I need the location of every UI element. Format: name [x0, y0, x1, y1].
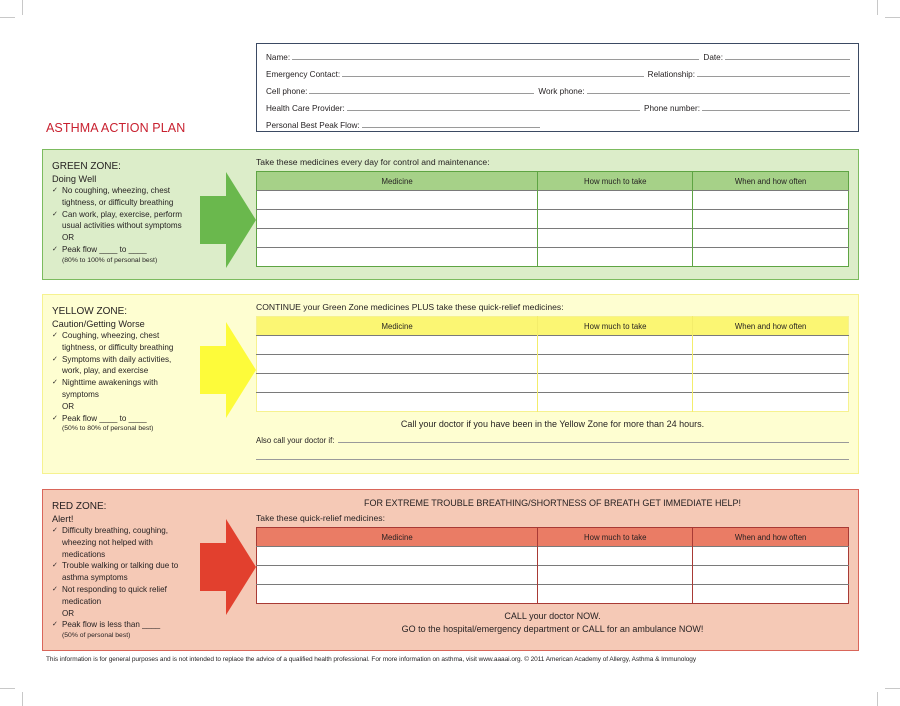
check-icon: ✓ [52, 355, 58, 363]
or-text: OR [62, 608, 75, 618]
column-header-medicine: Medicine [257, 172, 538, 191]
peak-flow-text: Peak flow ____ to ____ [62, 244, 147, 254]
medicine-cell[interactable] [257, 355, 538, 374]
zone-subtitle: Doing Well [52, 174, 97, 184]
medicine-table [256, 316, 849, 412]
column-header-dose: How much to take [538, 528, 693, 547]
medicine-row [257, 585, 849, 604]
column-header-frequency: When and how often [693, 528, 849, 547]
call-doctor-now: CALL your doctor NOW. [504, 611, 601, 621]
dose-cell[interactable] [538, 191, 693, 210]
zone-subtitle: Caution/Getting Worse [52, 319, 145, 329]
phone-row [266, 82, 850, 96]
zone-instruction: Take these medicines every day for control and maintenance: [256, 157, 490, 167]
medicine-table-body [257, 547, 849, 604]
dose-cell[interactable] [538, 210, 693, 229]
medicine-cell[interactable] [257, 210, 538, 229]
phone-number-field[interactable] [702, 110, 850, 111]
arrow-right-icon [200, 519, 258, 615]
crop-mark [877, 692, 878, 706]
medicine-table-body [257, 336, 849, 412]
medicine-cell[interactable] [257, 547, 538, 566]
peak-flow-text: Peak flow is less than ____ [62, 620, 161, 630]
provider-row [266, 99, 850, 113]
also-call-row [256, 436, 849, 445]
symptom-text: Coughing, wheezing, chest [62, 331, 160, 340]
name-row [266, 48, 850, 62]
peak-flow-percent: (80% to 100% of personal best) [62, 256, 158, 264]
medicine-cell[interactable] [257, 374, 538, 393]
crop-mark [22, 0, 23, 15]
frequency-cell[interactable] [693, 374, 849, 393]
emergency-contact-label: Emergency Contact: [266, 70, 341, 79]
date-label: Date: [703, 53, 723, 62]
symptom-text: Not responding to quick relief [62, 584, 167, 594]
medicine-row [257, 336, 849, 355]
medicine-cell[interactable] [257, 336, 538, 355]
medicine-row [257, 229, 849, 248]
zone-name: RED ZONE: [52, 501, 107, 512]
yellow-zone-medicines [256, 302, 849, 460]
check-icon: ✓ [52, 527, 58, 534]
symptom-text: asthma symptoms [62, 573, 128, 583]
dose-cell[interactable] [538, 355, 693, 374]
check-icon: ✓ [52, 585, 58, 593]
frequency-cell[interactable] [693, 585, 849, 604]
red-zone-medicines [256, 498, 849, 636]
crop-mark [885, 17, 900, 18]
medicine-row [257, 547, 849, 566]
yellow-zone [42, 294, 859, 474]
column-header-frequency: When and how often [693, 172, 849, 191]
check-icon: ✓ [52, 621, 58, 629]
peak-flow-text: Peak flow ____ to ____ [62, 413, 147, 423]
symptom-text: tightness, or difficulty breathing [62, 342, 174, 352]
medicine-table [256, 527, 849, 604]
dose-cell[interactable] [538, 585, 693, 604]
column-header-dose: How much to take [538, 172, 693, 191]
also-call-field-line2[interactable] [256, 459, 849, 460]
dose-cell[interactable] [538, 336, 693, 355]
symptom-text: Symptoms with daily activities, [62, 354, 172, 364]
green-zone [42, 149, 859, 280]
call-doctor-note: Call your doctor if you have been in the Yellow Zone for more than 24 hours. [400, 419, 705, 429]
footer-disclaimer: This information is for general purposes and is not intended to replace the advice of a qualified health professional. For more information on asthma, visit www.aaaai.org. © 2011 American Academy of Allergy, Asthma & Immunology [46, 656, 697, 663]
dose-cell[interactable] [538, 229, 693, 248]
health-care-provider-field[interactable] [347, 110, 640, 111]
frequency-cell[interactable] [693, 355, 849, 374]
medicine-row [257, 210, 849, 229]
medicine-row [257, 191, 849, 210]
check-icon: ✓ [52, 379, 58, 387]
frequency-cell[interactable] [693, 547, 849, 566]
crop-mark [885, 688, 900, 689]
crop-mark [877, 0, 878, 15]
check-icon: ✓ [52, 210, 58, 218]
dose-cell[interactable] [538, 393, 693, 412]
check-icon: ✓ [52, 414, 58, 422]
personal-best-label: Personal Best Peak Flow: [266, 121, 360, 130]
phone-number-label: Phone number: [644, 104, 700, 113]
zone-instruction: CONTINUE your Green Zone medicines PLUS take these quick-relief medicines: [256, 302, 564, 312]
emergency-contact-field[interactable] [342, 76, 643, 77]
frequency-cell[interactable] [693, 229, 849, 248]
green-zone-medicines [256, 157, 849, 267]
medicine-cell[interactable] [257, 191, 538, 210]
red-zone [42, 489, 859, 651]
relationship-label: Relationship: [647, 70, 695, 79]
arrow-right-icon [200, 172, 258, 268]
column-header-frequency: When and how often [693, 317, 849, 336]
work-phone-field[interactable] [587, 93, 850, 94]
frequency-cell[interactable] [693, 248, 849, 267]
check-icon: ✓ [52, 332, 58, 339]
symptom-text: Trouble walking or talking due to [62, 561, 179, 571]
patient-info-form [256, 43, 859, 132]
column-header-medicine: Medicine [257, 317, 538, 336]
medicine-row [257, 248, 849, 267]
zone-name: YELLOW ZONE: [52, 306, 128, 317]
symptom-text: No coughing, wheezing, chest [62, 186, 170, 195]
symptom-text: symptoms [62, 389, 99, 399]
medicine-cell[interactable] [257, 229, 538, 248]
symptom-text: Can work, play, exercise, perform [62, 209, 182, 219]
medicine-cell[interactable] [257, 585, 538, 604]
go-to-hospital: GO to the hospital/emergency department or CALL for an ambulance NOW! [401, 624, 704, 634]
zone-instruction: Take these quick-relief medicines: [256, 513, 385, 523]
symptom-text: tightness, or difficulty breathing [62, 197, 174, 207]
frequency-cell[interactable] [693, 191, 849, 210]
or-text: OR [62, 401, 75, 411]
symptom-text: medications [62, 549, 106, 559]
zone-name: GREEN ZONE: [52, 161, 121, 172]
dose-cell[interactable] [538, 374, 693, 393]
work-phone-label: Work phone: [538, 87, 585, 96]
peak-flow-percent: (50% to 80% of personal best) [62, 425, 154, 433]
crop-mark [22, 692, 23, 706]
medicine-cell[interactable] [257, 248, 538, 267]
symptom-text: work, play, and exercise [62, 366, 149, 376]
health-care-provider-label: Health Care Provider: [266, 104, 345, 113]
name-label: Name: [266, 53, 291, 62]
dose-cell[interactable] [538, 547, 693, 566]
document-title: ASTHMA ACTION PLAN [46, 121, 186, 135]
peak-flow-item [52, 619, 252, 631]
symptom-text: Nighttime awakenings with [62, 378, 158, 388]
cell-phone-label: Cell phone: [266, 87, 308, 96]
medicine-row [257, 374, 849, 393]
column-header-medicine: Medicine [257, 528, 538, 547]
medicine-row [257, 566, 849, 585]
frequency-cell[interactable] [693, 393, 849, 412]
emergency-row [266, 65, 850, 79]
cell-phone-field[interactable] [309, 93, 534, 94]
symptom-text: usual activities without symptoms [62, 221, 182, 231]
check-icon: ✓ [52, 245, 58, 253]
medicine-table-body [257, 191, 849, 267]
frequency-cell[interactable] [693, 566, 849, 585]
medicine-cell[interactable] [257, 393, 538, 412]
crop-mark [0, 688, 15, 689]
also-call-field[interactable] [338, 442, 849, 443]
personal-best-field[interactable] [362, 127, 540, 128]
medicine-row [257, 355, 849, 374]
emergency-headline: FOR EXTREME TROUBLE BREATHING/SHORTNESS OF BREATH GET IMMEDIATE HELP! [363, 498, 742, 508]
or-text: OR [62, 233, 75, 243]
check-icon: ✓ [52, 187, 58, 194]
peak-flow-percent: (50% of personal best) [62, 632, 131, 640]
also-call-label: Also call your doctor if: [256, 436, 335, 445]
medicine-table [256, 171, 849, 267]
frequency-cell[interactable] [693, 336, 849, 355]
medicine-row [257, 393, 849, 412]
arrow-right-icon [200, 322, 258, 418]
check-icon: ✓ [52, 562, 58, 570]
date-field[interactable] [725, 59, 850, 60]
dose-cell[interactable] [538, 566, 693, 585]
relationship-field[interactable] [697, 76, 850, 77]
zone-subtitle: Alert! [52, 514, 74, 524]
medicine-cell[interactable] [257, 566, 538, 585]
name-field[interactable] [292, 59, 699, 60]
column-header-dose: How much to take [538, 317, 693, 336]
crop-mark [0, 17, 15, 18]
symptom-text: Difficulty breathing, coughing, [62, 526, 169, 535]
peak-flow-row [266, 116, 850, 130]
symptom-text: wheezing not helped with [62, 537, 153, 547]
frequency-cell[interactable] [693, 210, 849, 229]
symptom-text: medication [62, 596, 102, 606]
dose-cell[interactable] [538, 248, 693, 267]
